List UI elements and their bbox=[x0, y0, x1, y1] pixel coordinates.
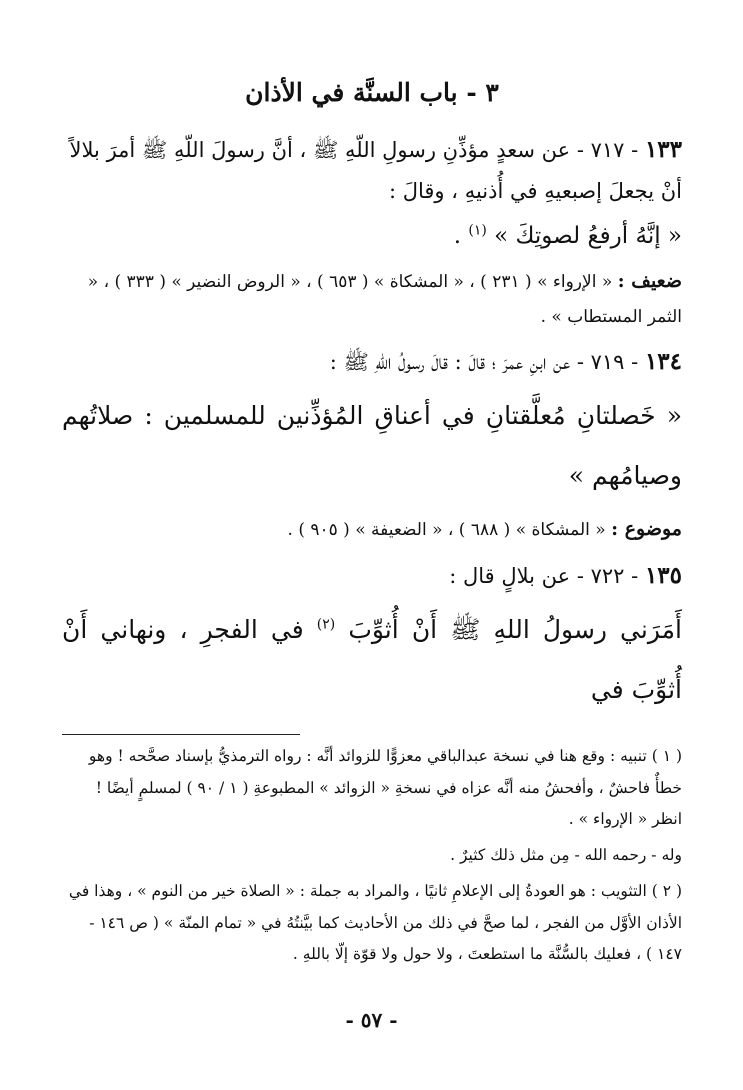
footnote-ref: (١) bbox=[468, 221, 487, 238]
dash: - bbox=[624, 350, 639, 375]
footnote-divider bbox=[62, 734, 300, 735]
hadith-number: ١٣٤ bbox=[644, 348, 682, 376]
chapter-title: ٣ - باب السنَّة في الأذان bbox=[245, 78, 499, 107]
quote-text: « إنَّهُ أرفعُ لصوتِكَ » bbox=[494, 222, 682, 249]
quote-end: . bbox=[453, 222, 462, 249]
hadith-135 bbox=[62, 554, 682, 720]
hadith-quote bbox=[62, 214, 682, 259]
hadith-heading bbox=[62, 128, 682, 212]
hadith-heading bbox=[62, 340, 682, 384]
dash: - bbox=[570, 138, 584, 162]
page-content bbox=[62, 75, 682, 975]
dash: - bbox=[570, 350, 584, 375]
page-number: - ٥٧ - bbox=[345, 1008, 398, 1032]
footnotes bbox=[62, 741, 682, 971]
hadith-heading bbox=[62, 554, 682, 598]
grade-text: « المشكاة » ( ٦٨٨ ) ، « الضعيفة » ( ٩٠٥ ) . bbox=[287, 520, 606, 541]
quote-text: أَمَرَني رسولُ اللهِ ﷺ أَنْ أُثوِّبَ bbox=[348, 614, 682, 644]
footnote-1-cont: وله - رحمه الله - مِن مثل ذلك كثيرٌ . bbox=[450, 846, 682, 865]
footnote-ref: (٢) bbox=[316, 616, 336, 633]
hadith-grade bbox=[62, 510, 682, 548]
hadith-number: ١٣٣ bbox=[644, 136, 682, 163]
dash: - bbox=[570, 564, 584, 589]
footnote-divider-wrap bbox=[62, 734, 682, 735]
footnote-2: ( ٢ ) التثويب : هو العودةُ إلى الإعلامِ ثانيًا ، والمراد به جملة : « الصلاة خير من النوم » ، وهذا في الأذان الأوَّل من الفجر ، لما صحَّ في ذلك من الأحاديث كما بيَّنتُهُ في « تمام المنّة » ( ص ١٤٦ - ١٤٧ ) ، فعليك بالسُّنَّة ما استطعتَ ، ولا حول ولا قوّة إلّا باللهِ . bbox=[68, 881, 682, 964]
hadith-ref: ٧٢٢ bbox=[590, 564, 625, 589]
grade-label: ضعيف : bbox=[617, 270, 682, 293]
hadith-quote: « خَصلتانِ مُعلَّقتانِ في أعناقِ المُؤذِّنين للمسلمين : صلاتُهم وصيامُهم » bbox=[62, 401, 682, 491]
hadith-ref: ٧١٧ bbox=[590, 138, 625, 162]
hadith-intro: عن بلالٍ قال : bbox=[449, 564, 571, 589]
dash: - bbox=[624, 138, 639, 162]
hadith-number: ١٣٥ bbox=[644, 562, 682, 590]
hadith-grade bbox=[62, 262, 682, 334]
hadith-134 bbox=[62, 340, 682, 548]
hadith-intro: عن سعدٍ مؤذِّنِ رسولِ اللّهِ ﷺ ، أنَّ رسولَ اللّهِ ﷺ أمرَ بلالاً أنْ يجعلَ إصبعيهِ في أُذنيهِ ، وقالَ : bbox=[69, 138, 682, 203]
hadith-ref: ٧١٩ bbox=[590, 350, 625, 375]
dash: - bbox=[624, 564, 639, 589]
quote-end: في الفجرِ ، ونهاني أَنْ أُثوِّبَ في bbox=[62, 614, 682, 704]
footnote-1: ( ١ ) تنبيه : وقع هنا في نسخة عبدالباقي معزوًّا للزوائد أنَّه : رواه الترمذيُّ بإسناد صحَّحه ! وهو خطأٌ فاحشٌ ، وأفحشُ منه أنَّه عزاه في نسخةِ « الزوائد » المطبوعةِ ( ١ / ٩٠ ) لمسلمٍ أيضًا ! انظر « الإرواء » . bbox=[88, 746, 682, 829]
hadith-133 bbox=[62, 128, 682, 334]
grade-label: موضوع : bbox=[611, 518, 682, 541]
grade-text: « الإرواء » ( ٢٣١ ) ، « المشكاة » ( ٦٥٣ ) ، « الروض النضير » ( ٣٣٣ ) ، « الثمر المستطاب » . bbox=[87, 272, 682, 328]
hadith-quote bbox=[62, 600, 682, 720]
hadith-intro: عن ابنِ عمرَ ؛ قالَ : قالَ رسولُ اللّهِ ﷺ : bbox=[329, 350, 571, 375]
